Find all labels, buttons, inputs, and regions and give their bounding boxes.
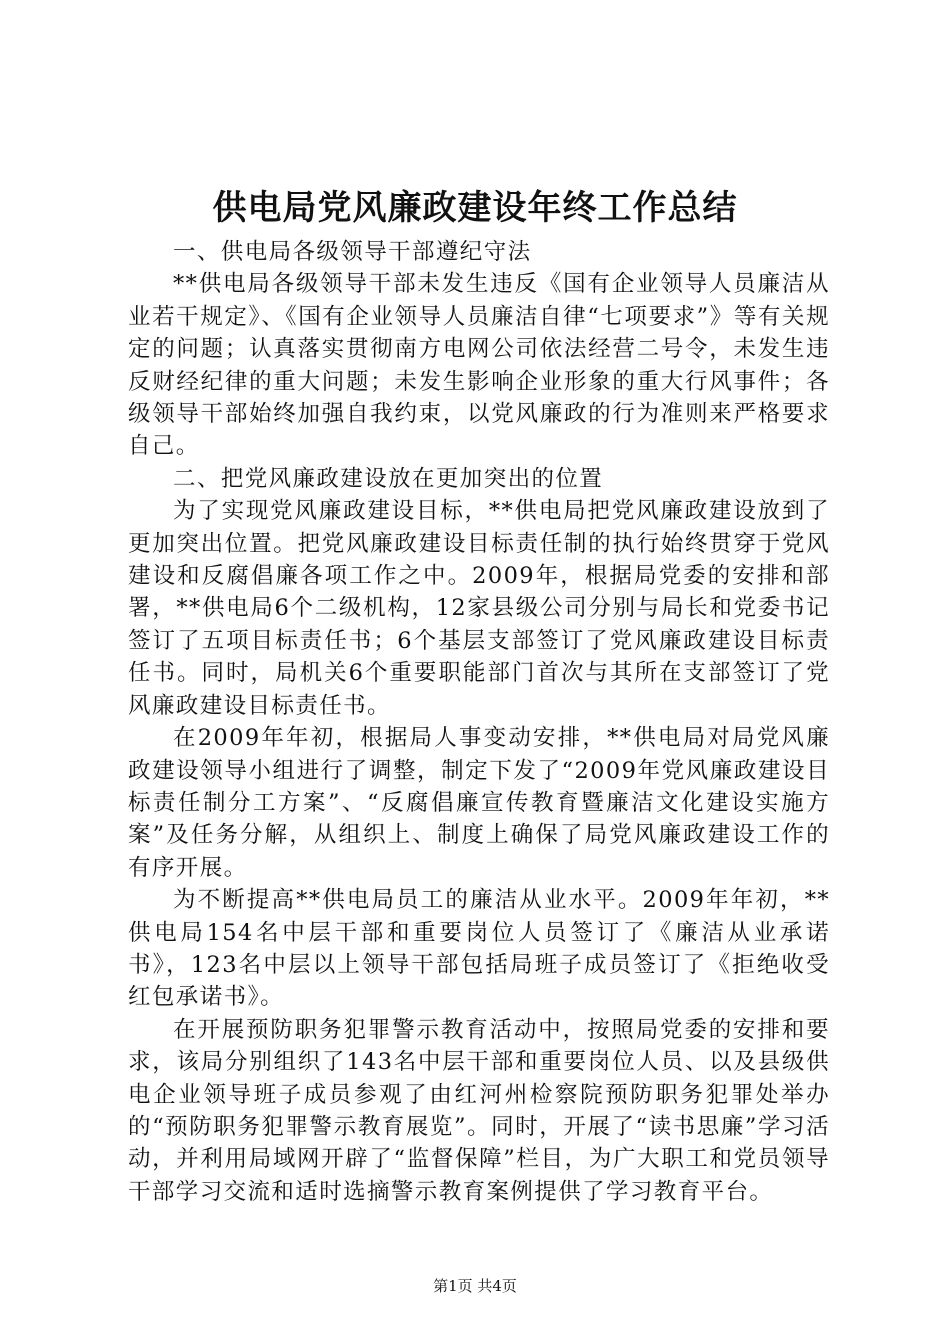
page-number-footer: 第1页 共4页	[433, 1277, 517, 1295]
paragraph: 在2009年年初，根据局人事变动安排，**供电局对局党风廉政建设领导小组进行了调整，制定下发了“2009年党风廉政建设目标责任制分工方案”、“反腐倡廉宣传教育暨廉洁文化建设实施方案”及任务分解，从组织上、制度上确保了局党风廉政建设工作的有序开展。	[128, 725, 830, 881]
paragraph: 为不断提高**供电局员工的廉洁从业水平。2009年年初，**供电局154名中层干部和重要岗位人员签订了《廉洁从业承诺书》，123名中层以上领导干部包括局班子成员签订了《拒绝收受红包承诺书》。	[128, 887, 830, 1011]
section-heading-2: 二、把党风廉政建设放在更加突出的位置	[173, 465, 604, 492]
paragraph: 为了实现党风廉政建设目标，**供电局把党风廉政建设放到了更加突出位置。把党风廉政建设目标责任制的执行始终贯穿于党风建设和反腐倡廉各项工作之中。2009年，根据局党委的安排和部署，**供电局6个二级机构，12家县级公司分别与局长和党委书记签订了五项目标责任书；6个基层支部签订了党风廉政建设目标责任书。同时，局机关6个重要职能部门首次与其所在支部签订了党风廉政建设目标责任书。	[128, 498, 830, 719]
document-title: 供电局党风廉政建设年终工作总结	[212, 188, 738, 228]
section-heading-1: 一、供电局各级领导干部遵纪守法	[173, 239, 532, 265]
paragraph: **供电局各级领导干部未发生违反《国有企业领导人员廉洁从业若干规定》、《国有企业领导人员廉洁自律“七项要求”》等有关规定的问题；认真落实贯彻南方电网公司依法经营二号令，未发生违反财经纪律的重大问题；未发生影响企业形象的重大行风事件；各级领导干部始终加强自我约束，以党风廉政的行为准则来严格要求自己。	[128, 271, 830, 460]
paragraph: 在开展预防职务犯罪警示教育活动中，按照局党委的安排和要求，该局分别组织了143名中层干部和重要岗位人员、以及县级供电企业领导班子成员参观了由红河州检察院预防职务犯罪处举办的“预防职务犯罪警示教育展览”。同时，开展了“读书思廉”学习活动，并利用局域网开辟了“监督保障”栏目，为广大职工和党员领导干部学习交流和适时选摘警示教育案例提供了学习教育平台。	[128, 1016, 830, 1205]
document-body	[128, 236, 830, 1208]
